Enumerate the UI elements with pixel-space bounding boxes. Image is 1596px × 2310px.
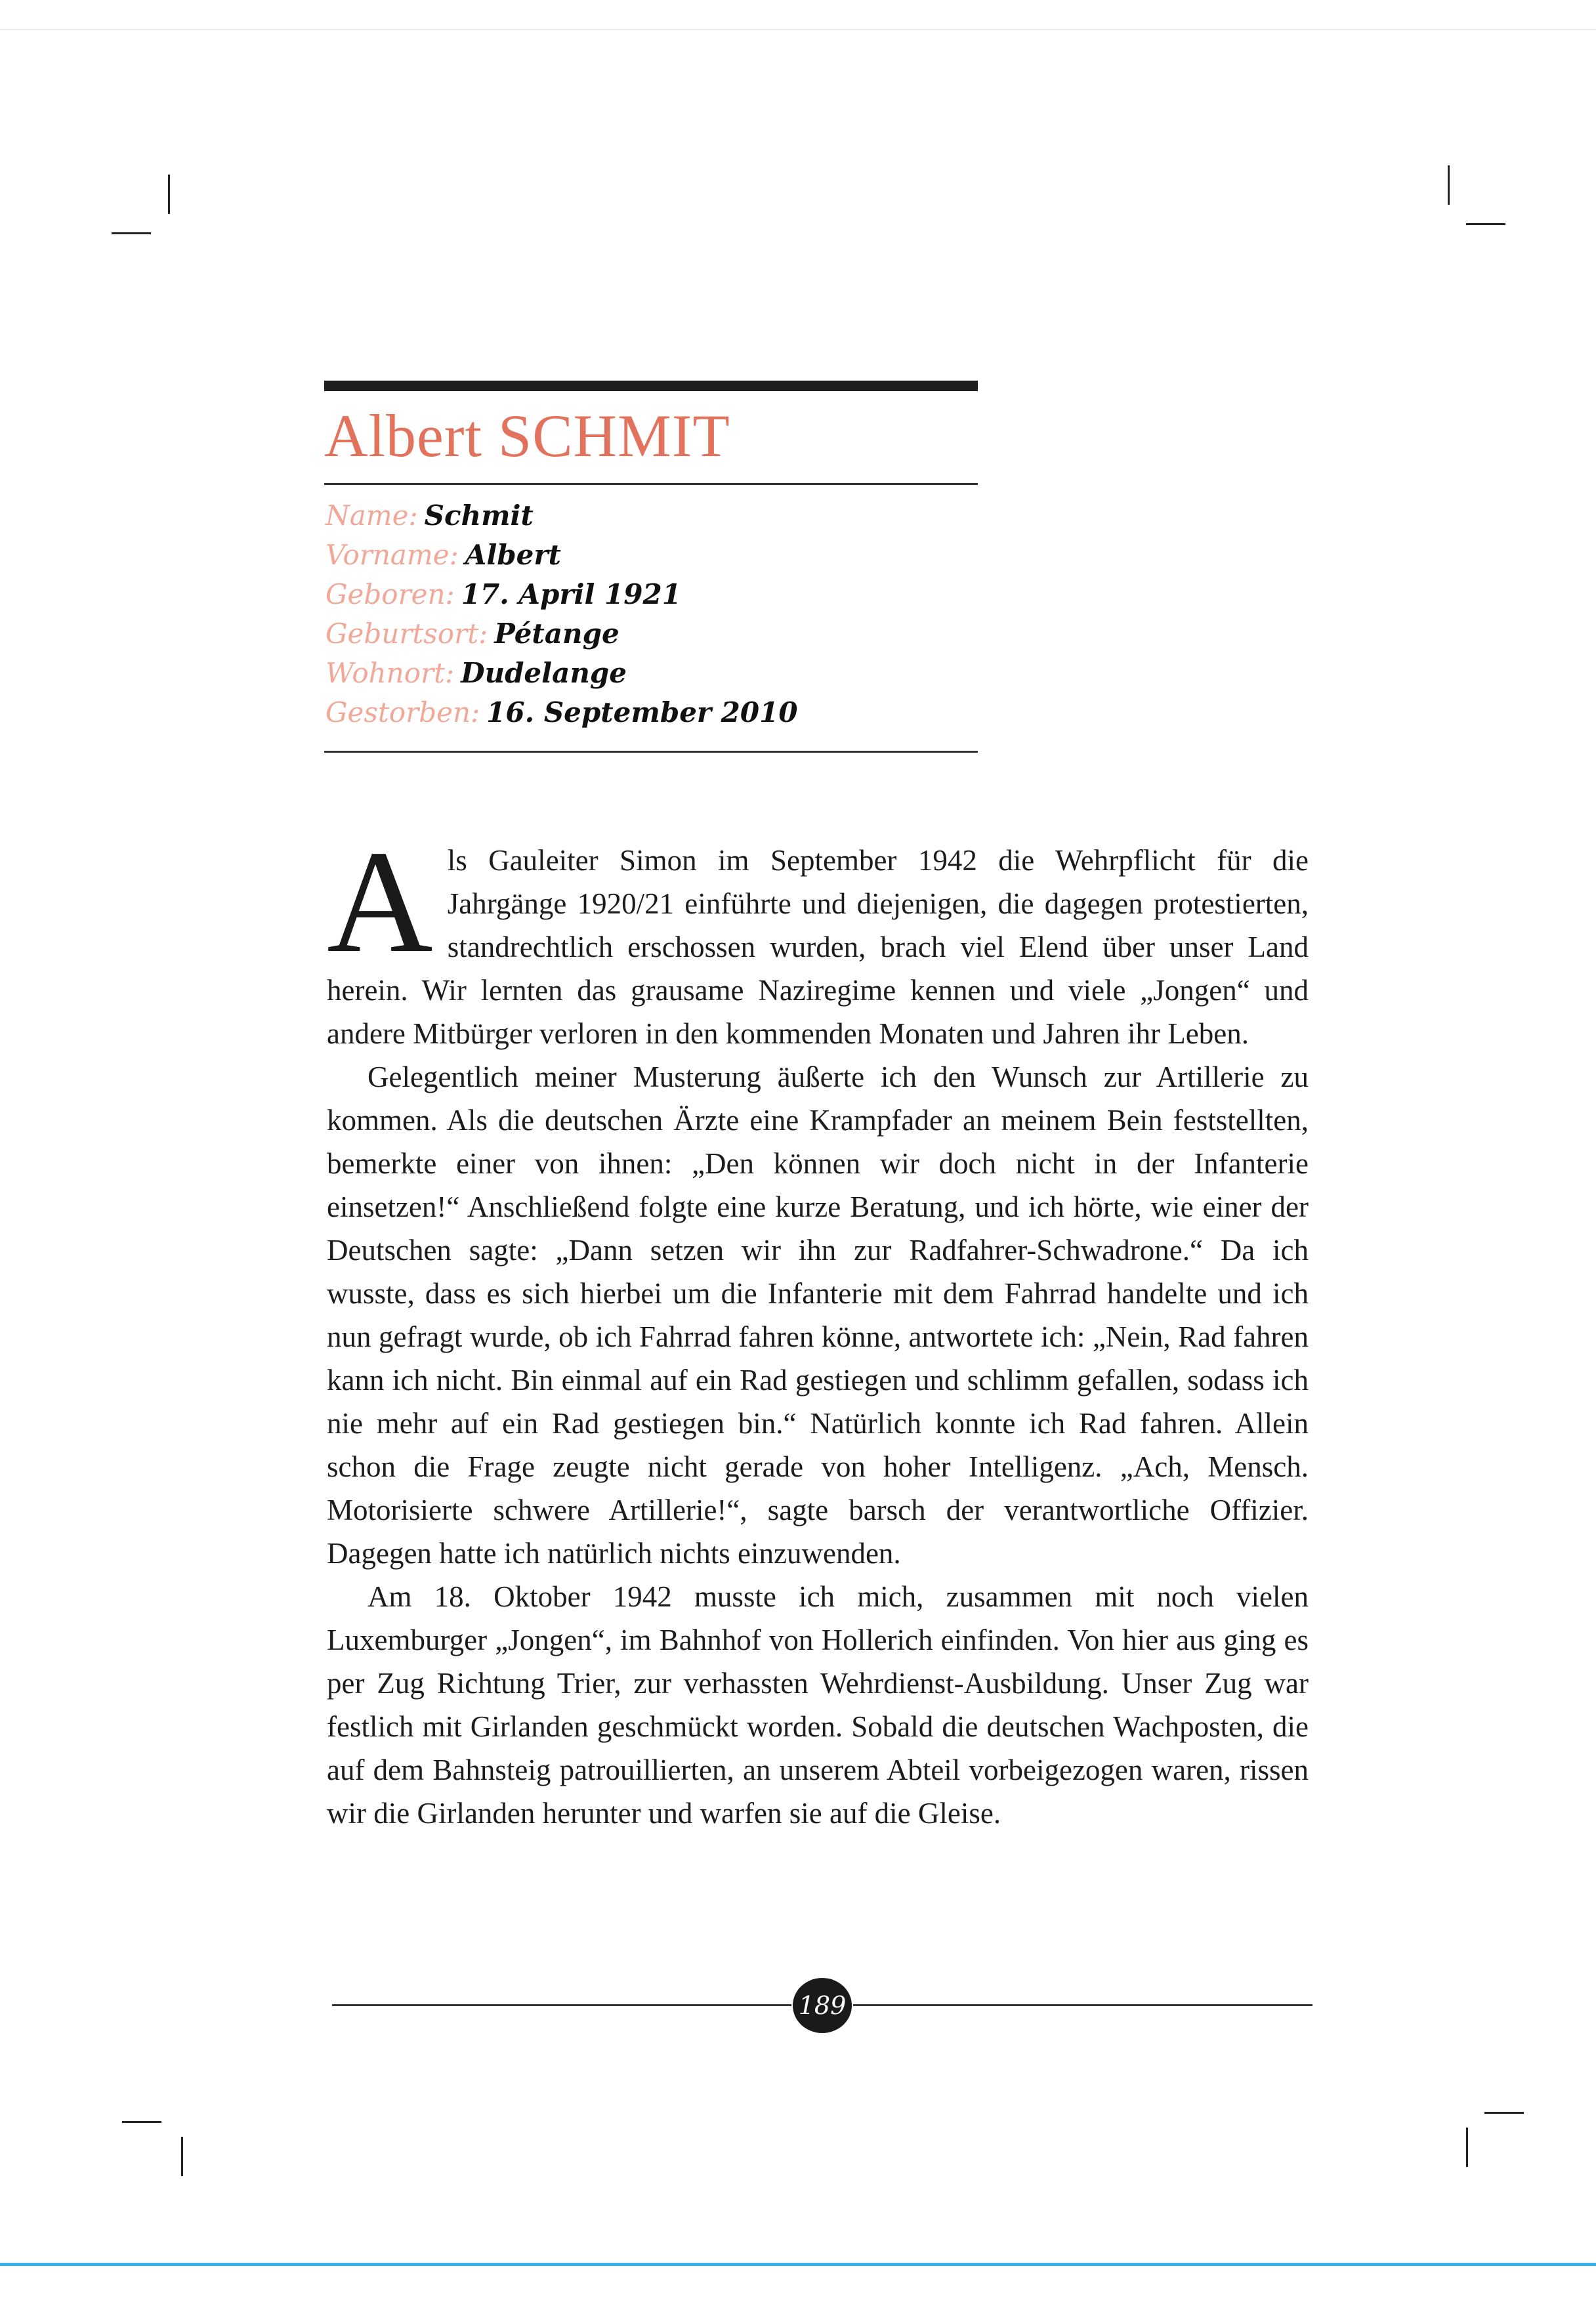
fact-value: 17. April 1921 — [461, 578, 681, 610]
drop-cap: A — [327, 820, 433, 983]
scan-bottom-edge — [0, 2263, 1596, 2266]
fact-label: Gestorben: — [326, 696, 480, 728]
crop-mark-top-left-h — [112, 232, 151, 234]
biographical-facts — [326, 496, 982, 732]
fact-value: Pétange — [494, 618, 620, 650]
fact-label: Wohnort: — [326, 657, 455, 689]
crop-mark-top-right-v — [1448, 165, 1450, 205]
crop-mark-bottom-left-v — [181, 2137, 183, 2176]
crop-mark-bottom-right-h — [1484, 2112, 1524, 2114]
fact-birthplace — [326, 614, 982, 654]
crop-mark-top-right-h — [1466, 223, 1505, 225]
paragraph-3: Am 18. Oktober 1942 musste ich mich, zusammen mit noch vielen Luxemburger „Jongen“, im Bahnhof von Hollerich einfinden. Von hier aus ging es per Zug Richtung Trier, zur verhassten Wehrdienst-Ausbildung. Unser Zug war festlich mit Girlanden geschmückt worden. Sobald die deutschen Wachposten, die auf dem Bahnsteig patrouillierten, an unserem Abteil vorbeigezogen waren, rissen wir die Girlanden herunter und warfen sie auf die Gleise. — [327, 1580, 1309, 1830]
crop-mark-top-left-v — [168, 175, 170, 214]
fact-value: Dudelange — [461, 657, 627, 689]
crop-mark-bottom-right-v — [1466, 2128, 1468, 2167]
header-thick-rule — [324, 381, 978, 391]
fact-born — [326, 575, 982, 614]
footer-rule-right — [853, 2004, 1312, 2006]
page-number-badge: 189 — [793, 1978, 852, 2033]
page-title: Albert SCHMIT — [324, 402, 730, 469]
fact-name — [326, 496, 982, 536]
paragraph-1 — [327, 820, 1309, 1055]
fact-value: 16. September 2010 — [486, 696, 798, 728]
fact-value: Schmit — [424, 499, 534, 532]
paragraph-2: Gelegentlich meiner Musterung äußerte ich den Wunsch zur Artillerie zu kommen. Als die deutschen Ärzte eine Krampfader an meinem Bein feststellten, bemerkte einer von ihnen: „Den können wir doch nicht in der Infanterie einsetzen!“ Anschließend folgte eine kurze Beratung, und ich hörte, wie einer der Deutschen sagte: „Dann setzen wir ihn zur Radfahrer-Schwadrone.“ Da ich wusste, dass es sich hierbei um die Infanterie mit dem Fahrrad handelte und ich nun gefragt wurde, ob ich Fahrrad fahren könne, antwortete ich: „Nein, Rad fahren kann ich nicht. Bin einmal auf ein Rad gestiegen und schlimm gefallen, sodass ich nie mehr auf ein Rad gestiegen bin.“ Natürlich konnte ich Rad fahren. Allein schon die Frage zeugte nicht gerade von hoher Intelligenz. „Ach, Mensch. Motorisierte schwere Artillerie!“, sagte barsch der verantwortliche Offizier. Dagegen hatte ich natürlich nichts einzuwenden. — [327, 1060, 1309, 1570]
title-divider — [324, 483, 978, 485]
fact-value: Albert — [465, 539, 561, 571]
fact-label: Geburtsort: — [326, 618, 488, 650]
article-body — [327, 820, 1309, 1835]
fact-label: Vorname: — [326, 539, 459, 571]
footer-rule-left — [332, 2004, 791, 2006]
fact-label: Name: — [326, 499, 418, 532]
paragraph-1-text: ls Gauleiter Simon im September 1942 die Wehrpflicht für die Jahrgänge 1920/21 einführte und diejenigen, die dagegen protestierten, standrechtlich erschossen wurden, brach viel Elend über unser Land herein. Wir lernten das grausame Naziregime kennen und viele „Jongen“ und andere Mitbürger verloren in den kommenden Monaten und Jahren ihr Leben. — [327, 844, 1309, 1050]
fact-first-name — [326, 536, 982, 575]
fact-label: Geboren: — [326, 578, 455, 610]
scan-top-edge — [0, 29, 1596, 30]
fact-residence — [326, 654, 982, 693]
crop-mark-bottom-left-h — [122, 2121, 161, 2123]
facts-divider — [324, 751, 978, 753]
fact-died — [326, 693, 982, 732]
